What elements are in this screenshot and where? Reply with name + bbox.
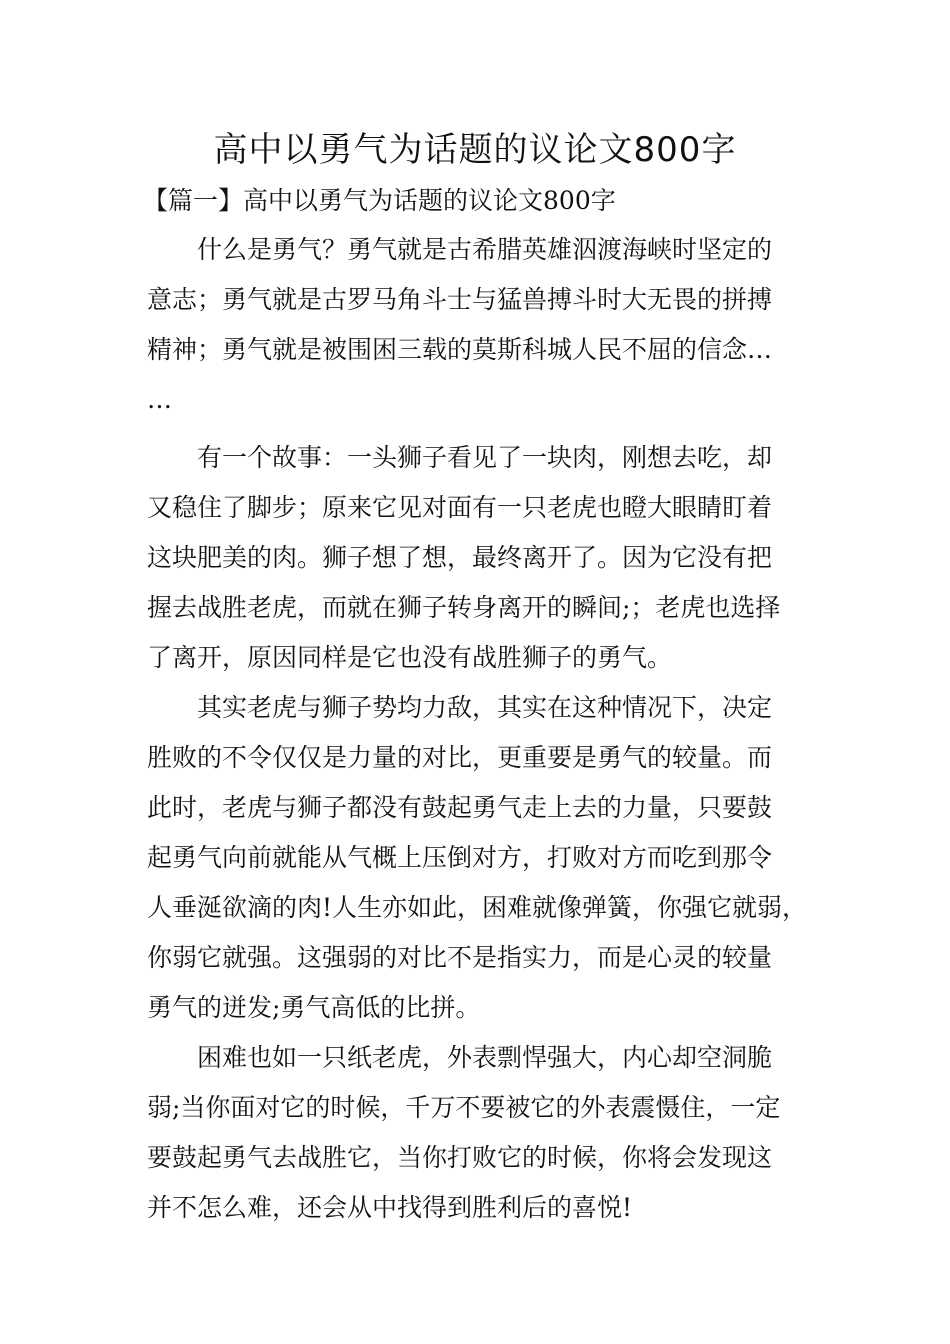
text-line: 你弱它就强。这强弱的对比不是指实力，而是心灵的较量 [147,943,773,972]
text-line: … [147,385,172,414]
document-title: 高中以勇气为话题的议论文800字 [213,130,737,170]
text-line: 勇气的迸发;勇气高低的比拼。 [147,993,481,1022]
paragraph-3 [147,683,827,1033]
text-line: 这块肥美的肉。狮子想了想，最终离开了。因为它没有把 [147,543,773,572]
text-line: 又稳住了脚步；原来它见对面有一只老虎也瞪大眼睛盯着 [147,493,773,522]
paragraph-4 [147,1033,827,1233]
text-line: 此时，老虎与狮子都没有鼓起勇气走上去的力量，只要鼓 [147,793,773,822]
section-heading: 【篇一】高中以勇气为话题的议论文800字 [143,186,616,215]
paragraph-1 [147,225,827,425]
text-line: 困难也如一只纸老虎，外表剽悍强大，内心却空洞脆 [197,1043,773,1072]
paragraph-spacer [147,425,827,433]
text-line: 意志；勇气就是古罗马角斗士与猛兽搏斗时大无畏的拼搏 [147,285,773,314]
text-line: 其实老虎与狮子势均力敌，其实在这种情况下，决定 [197,693,773,722]
text-line: 要鼓起勇气去战胜它，当你打败它的时候，你将会发现这 [147,1143,773,1172]
text-line: 起勇气向前就能从气概上压倒对方，打败对方而吃到那令 [147,843,773,872]
text-line: 人垂涎欲滴的肉!人生亦如此，困难就像弹簧，你强它就弱， [147,893,808,922]
essay-body [147,225,827,1233]
text-line: 什么是勇气？勇气就是古希腊英雄泅渡海峡时坚定的 [197,235,773,264]
text-line: 握去战胜老虎，而就在狮子转身离开的瞬间;；老虎也选择 [147,593,781,622]
text-line: 弱;当你面对它的时候，千万不要被它的外表震慑住，一定 [147,1093,781,1122]
text-line: 并不怎么难，还会从中找得到胜利后的喜悦! [147,1193,633,1222]
text-line: 精神；勇气就是被围困三载的莫斯科城人民不屈的信念… [147,335,773,364]
text-line: 有一个故事：一头狮子看见了一块肉，刚想去吃，却 [197,443,773,472]
text-line: 胜败的不令仅仅是力量的对比，更重要是勇气的较量。而 [147,743,773,772]
text-line: 了离开，原因同样是它也没有战胜狮子的勇气。 [147,643,673,672]
paragraph-2 [147,433,827,683]
